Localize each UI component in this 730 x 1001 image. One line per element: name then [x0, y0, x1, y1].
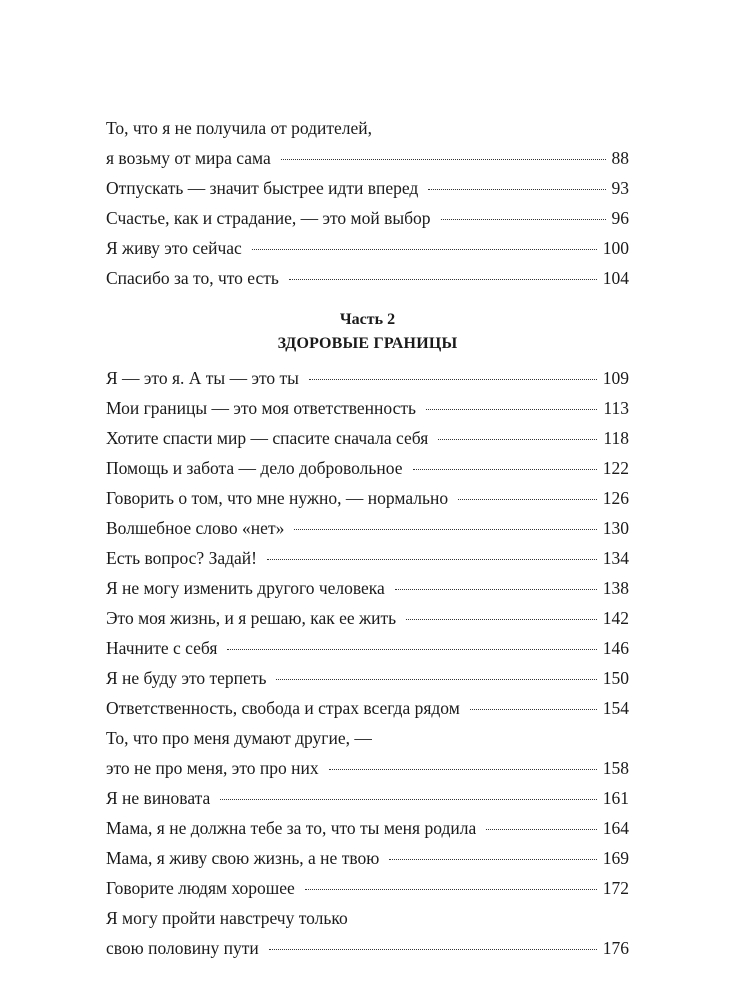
- toc-entry: [106, 633, 629, 663]
- toc-entry-title: это не про меня, это про них: [106, 758, 319, 778]
- toc-entry-page: 118: [603, 428, 629, 448]
- toc-entry: [106, 203, 629, 233]
- toc-entry-title: Есть вопрос? Задай!: [106, 548, 257, 568]
- toc-entry-title: Говорите людям хорошее: [106, 878, 295, 898]
- toc-entry-title: я возьму от мира сама: [106, 148, 271, 168]
- toc-entry-page: 100: [602, 238, 629, 258]
- toc-entry-page: 122: [602, 458, 629, 478]
- part-heading: [106, 308, 629, 356]
- toc-entry-page: 134: [602, 548, 629, 568]
- toc-entry-page: 161: [602, 788, 629, 808]
- leader-dots: [294, 528, 596, 530]
- toc-entry-title: Хотите спасти мир — спасите сначала себя: [106, 428, 429, 448]
- toc-entry-page: 113: [603, 398, 629, 418]
- toc-entry-page: 138: [602, 578, 629, 598]
- toc-entry: [106, 423, 629, 453]
- toc-entry-page: 146: [602, 638, 629, 658]
- toc-entry: [106, 723, 629, 783]
- toc-entry-title: Это моя жизнь, и я решаю, как ее жить: [106, 608, 397, 628]
- toc-entry-title: Я не буду это терпеть: [106, 668, 267, 688]
- toc-entry: [106, 453, 629, 483]
- toc-entry: [106, 693, 629, 723]
- leader-dots: [269, 948, 597, 950]
- toc-entry-title: Отпускать — значит быстрее идти вперед: [106, 178, 419, 198]
- toc-entry-title-line1: То, что про меня думают другие, —: [106, 728, 372, 748]
- leader-dots: [486, 828, 597, 830]
- part-title: ЗДОРОВЫЕ ГРАНИЦЫ: [277, 335, 458, 352]
- toc-entry-page: 126: [602, 488, 629, 508]
- toc-section-top: [106, 113, 629, 293]
- leader-dots: [227, 648, 596, 650]
- leader-dots: [406, 618, 597, 620]
- toc-entry-title: Я не могу изменить другого человека: [106, 578, 385, 598]
- leader-dots: [267, 558, 597, 560]
- toc-entry: [106, 513, 629, 543]
- leader-dots: [289, 278, 597, 280]
- toc-entry-title: Мои границы — это моя ответственность: [106, 398, 416, 418]
- toc-entry-page: 142: [602, 608, 629, 628]
- toc-entry: [106, 173, 629, 203]
- toc-entry: [106, 663, 629, 693]
- toc-entry-page: 104: [602, 268, 629, 288]
- leader-dots: [441, 218, 606, 220]
- toc-entry: [106, 393, 629, 423]
- toc-entry-title: Мама, я живу свою жизнь, а не твою: [106, 848, 380, 868]
- leader-dots: [428, 188, 605, 190]
- part-number: Часть 2: [339, 311, 396, 328]
- toc-entry: [106, 363, 629, 393]
- toc-entry: [106, 783, 629, 813]
- toc-entry: [106, 573, 629, 603]
- leader-dots: [395, 588, 597, 590]
- toc-entry: [106, 263, 629, 293]
- leader-dots: [281, 158, 606, 160]
- toc-entry-title: свою половину пути: [106, 938, 259, 958]
- toc-entry-page: 150: [602, 668, 629, 688]
- leader-dots: [470, 708, 597, 710]
- leader-dots: [252, 248, 597, 250]
- toc-entry-title: Я — это я. А ты — это ты: [106, 368, 299, 388]
- leader-dots: [220, 798, 596, 800]
- leader-dots: [438, 438, 597, 440]
- toc-entry-title: Я не виновата: [106, 788, 211, 808]
- toc-entry: [106, 903, 629, 963]
- toc-entry: [106, 873, 629, 903]
- toc-entry-title: Мама, я не должна тебе за то, что ты меня родила: [106, 818, 477, 838]
- leader-dots: [276, 678, 596, 680]
- toc-entry: [106, 543, 629, 573]
- toc-entry-page: 164: [602, 818, 629, 838]
- leader-dots: [458, 498, 597, 500]
- toc-entry-title-line1: Я могу пройти навстречу только: [106, 908, 348, 928]
- toc-entry-title: Счастье, как и страдание, — это мой выбор: [106, 208, 431, 228]
- leader-dots: [305, 888, 597, 890]
- toc-entry-page: 96: [611, 208, 629, 228]
- toc-entry-title: Помощь и забота — дело добровольное: [106, 458, 403, 478]
- leader-dots: [329, 768, 597, 770]
- toc-entry-title: Говорить о том, что мне нужно, — нормально: [106, 488, 449, 508]
- toc-entry-page: 130: [602, 518, 629, 538]
- toc-entry-page: 158: [602, 758, 629, 778]
- toc-entry-page: 169: [602, 848, 629, 868]
- toc-entry-title: Ответственность, свобода и страх всегда рядом: [106, 698, 460, 718]
- toc-entry-title: Спасибо за то, что есть: [106, 268, 279, 288]
- toc-entry-title-line1: То, что я не получила от родителей,: [106, 118, 373, 138]
- toc-entry-page: 176: [602, 938, 629, 958]
- toc-entry-page: 88: [611, 148, 629, 168]
- toc-entry: [106, 483, 629, 513]
- toc-entry-page: 154: [602, 698, 629, 718]
- toc-entry: [106, 603, 629, 633]
- leader-dots: [413, 468, 597, 470]
- toc-entry-page: 172: [602, 878, 629, 898]
- toc-entry: [106, 113, 629, 173]
- toc-entry-title: Начните с себя: [106, 638, 218, 658]
- leader-dots: [426, 408, 597, 410]
- toc-entry-page: 93: [611, 178, 629, 198]
- toc-section-part2: [106, 363, 629, 963]
- toc-entry: [106, 813, 629, 843]
- leader-dots: [389, 858, 596, 860]
- toc-entry-title: Волшебное слово «нет»: [106, 518, 285, 538]
- toc-entry: [106, 233, 629, 263]
- toc-entry-page: 109: [602, 368, 629, 388]
- toc-entry-title: Я живу это сейчас: [106, 238, 242, 258]
- toc-entry: [106, 843, 629, 873]
- leader-dots: [309, 378, 597, 380]
